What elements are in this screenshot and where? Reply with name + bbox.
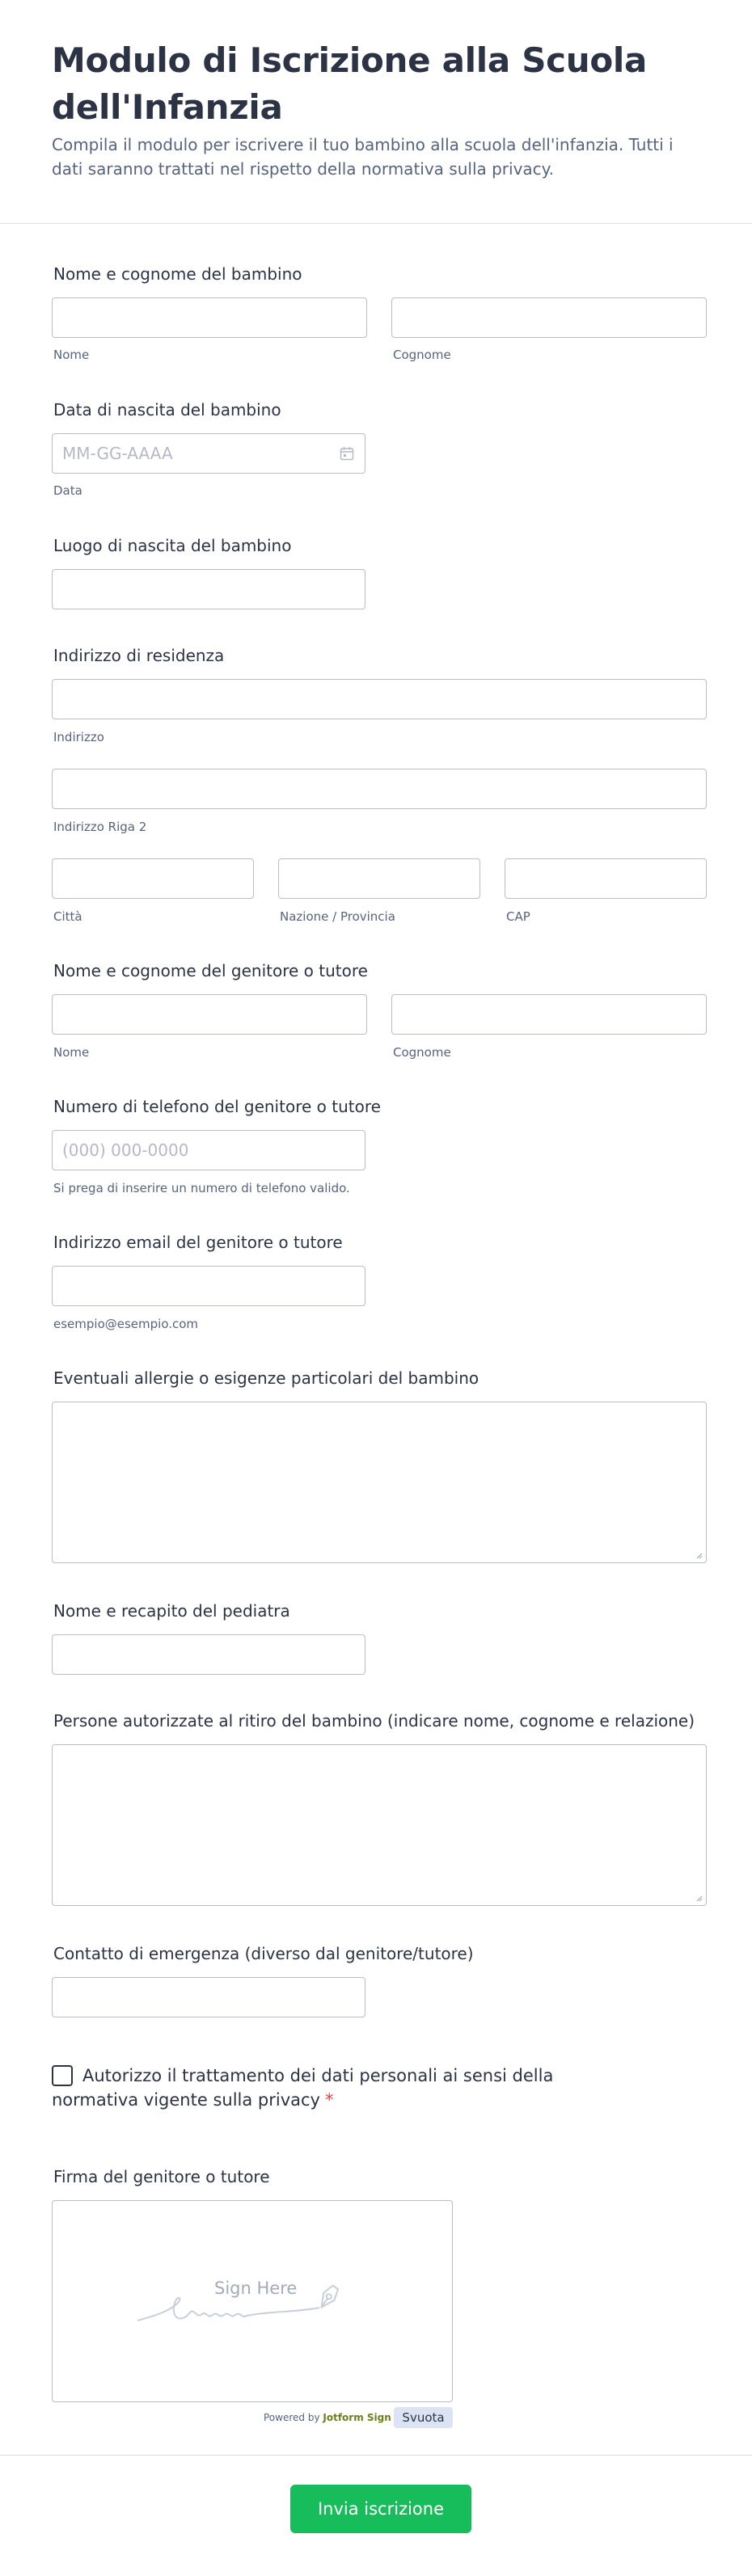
child-last-name-input[interactable]	[391, 297, 707, 338]
emergency-input[interactable]	[52, 1977, 365, 2017]
birth-date-input[interactable]	[52, 433, 365, 474]
email-label: Indirizzo email del genitore o tutore	[53, 1233, 343, 1252]
phone-placeholder: (000) 000-0000	[62, 1140, 189, 1160]
pediatrician-label: Nome e recapito del pediatra	[53, 1601, 290, 1621]
resize-handle-icon[interactable]	[696, 1895, 703, 1902]
birth-place-label: Luogo di nascita del bambino	[53, 536, 292, 555]
phone-sublabel: Si prega di inserire un numero di telefono valido.	[53, 1181, 350, 1195]
child-first-name-input[interactable]	[52, 297, 367, 338]
city-sublabel: Città	[53, 909, 82, 924]
state-province-input[interactable]	[278, 858, 480, 899]
parent-name-label: Nome e cognome del genitore o tutore	[53, 961, 368, 980]
allergies-label: Eventuali allergie o esigenze particolari del bambino	[53, 1368, 480, 1388]
parent-last-name-input[interactable]	[391, 994, 707, 1035]
allergies-textarea[interactable]	[52, 1402, 707, 1563]
zip-input[interactable]	[505, 858, 707, 899]
footer-divider	[0, 2455, 752, 2456]
phone-input[interactable]	[52, 1130, 365, 1170]
address-label: Indirizzo di residenza	[53, 646, 225, 665]
child-name-label: Nome e cognome del bambino	[53, 264, 302, 284]
powered-brand: Jotform Sign	[323, 2412, 391, 2423]
form-title: Modulo di Iscrizione alla Scuola dell'Infanzia	[52, 40, 648, 127]
authorized-label: Persone autorizzate al ritiro del bambino (indicare nome, cognome e relazione)	[53, 1711, 695, 1731]
form-header	[52, 37, 699, 181]
signature-placeholder: Sign Here	[214, 2279, 298, 2298]
address-line2-input[interactable]	[52, 769, 707, 809]
parent-first-name-sublabel: Nome	[53, 1045, 90, 1060]
consent-label	[52, 2064, 602, 2112]
submit-button[interactable]: Invia iscrizione	[290, 2485, 471, 2533]
address-line2-sublabel: Indirizzo Riga 2	[53, 820, 147, 834]
pediatrician-input[interactable]	[52, 1634, 365, 1675]
email-sublabel: esempio@esempio.com	[53, 1317, 199, 1331]
resize-handle-icon[interactable]	[696, 1553, 703, 1559]
powered-by	[264, 2412, 391, 2423]
required-mark: *	[324, 2090, 334, 2110]
address-line1-sublabel: Indirizzo	[53, 730, 104, 744]
powered-prefix: Powered by	[264, 2412, 320, 2423]
clear-signature-button[interactable]: Svuota	[394, 2407, 453, 2428]
parent-last-name-sublabel: Cognome	[393, 1045, 451, 1060]
birth-date-placeholder: MM-GG-AAAA	[62, 444, 173, 463]
signature-pad[interactable]	[52, 2200, 453, 2402]
email-input[interactable]	[52, 1266, 365, 1306]
consent-text: Autorizzo il trattamento dei dati personali ai sensi della normativa vigente sulla privacy	[52, 2066, 554, 2110]
birth-date-label: Data di nascita del bambino	[53, 400, 281, 419]
birth-date-sublabel: Data	[53, 483, 82, 498]
state-province-sublabel: Nazione / Provincia	[280, 909, 395, 924]
header-divider	[0, 223, 752, 224]
zip-sublabel: CAP	[506, 909, 530, 924]
form-subtitle: Compila il modulo per iscrivere il tuo bambino alla scuola dell'infanzia. Tutti i dati saranno trattati nel rispetto della normativa sulla privacy.	[52, 135, 674, 179]
phone-label: Numero di telefono del genitore o tutore	[53, 1097, 381, 1116]
emergency-label: Contatto di emergenza (diverso dal genitore/tutore)	[53, 1944, 474, 1963]
child-first-name-sublabel: Nome	[53, 348, 90, 362]
child-last-name-sublabel: Cognome	[393, 348, 451, 362]
calendar-icon[interactable]	[340, 446, 354, 461]
address-line1-input[interactable]	[52, 679, 707, 719]
birth-place-input[interactable]	[52, 569, 365, 609]
authorized-textarea[interactable]	[52, 1744, 707, 1906]
signature-label: Firma del genitore o tutore	[53, 2167, 270, 2186]
city-input[interactable]	[52, 858, 254, 899]
parent-first-name-input[interactable]	[52, 994, 367, 1035]
